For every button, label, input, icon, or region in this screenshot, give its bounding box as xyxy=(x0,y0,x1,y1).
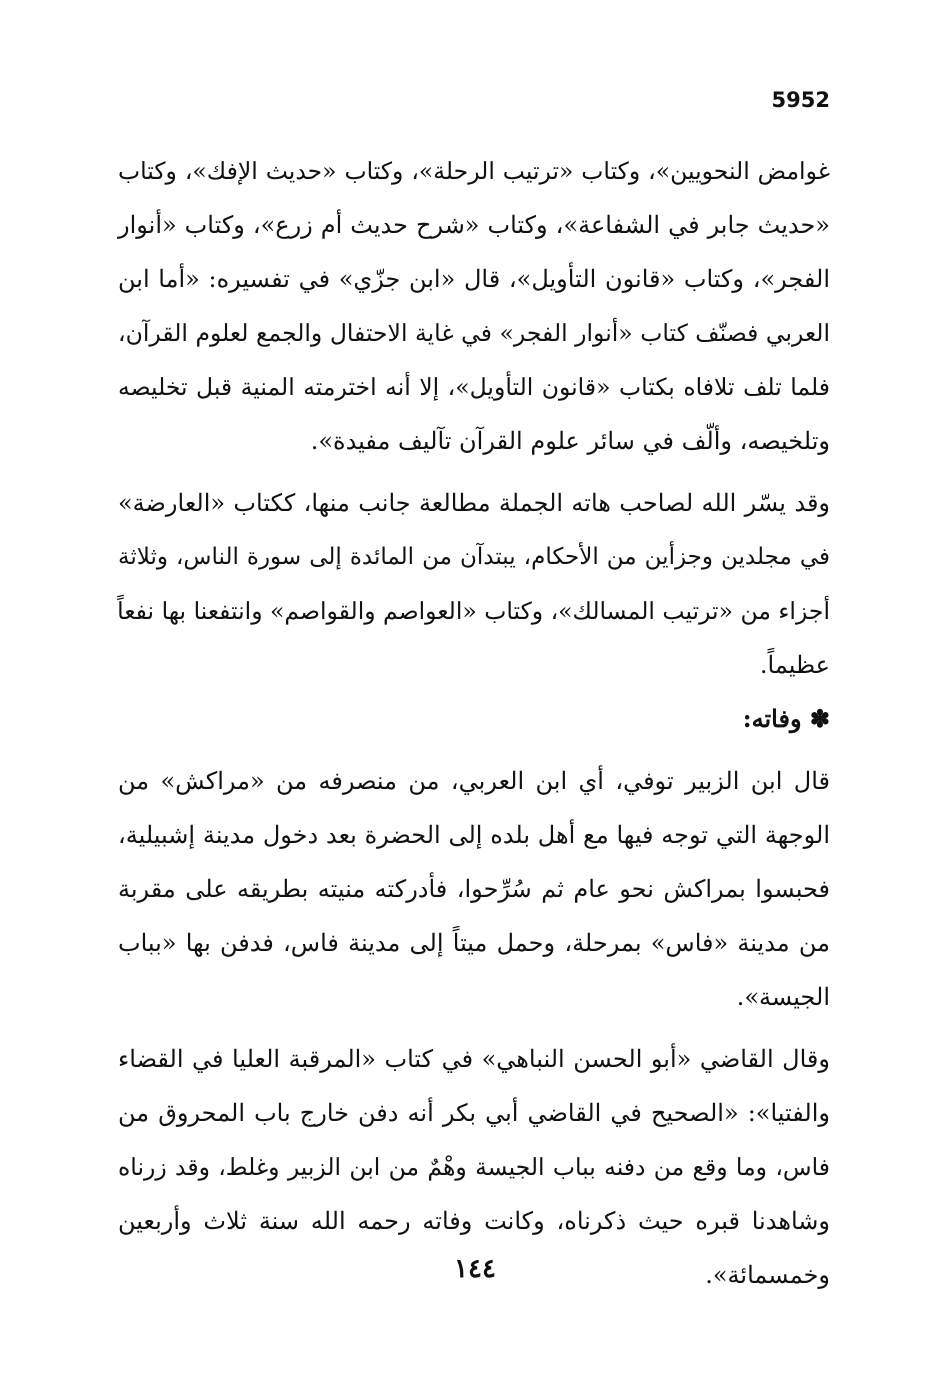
text-line: الفجر»، وكتاب «قانون التأويل»، قال «ابن جزّي» في تفسيره: «أما ابن xyxy=(118,265,830,293)
paragraph xyxy=(118,144,830,468)
text-line: وقد يسّر الله لصاحب هاته الجملة مطالعة جانب منها، ككتاب «العارضة» xyxy=(118,489,830,517)
text-line: وخمسمائة». xyxy=(705,1261,830,1289)
text-line: فحبسوا بمراكش نحو عام ثم سُرِّحوا، فأدركته منيته بطريقه على مقربة xyxy=(118,875,830,903)
text-line: الجيسة». xyxy=(736,983,830,1011)
text-line: غوامض النحويين»، وكتاب «ترتيب الرحلة»، وكتاب «حديث الإفك»، وكتاب xyxy=(118,157,830,185)
text-line: «حديث جابر في الشفاعة»، وكتاب «شرح حديث أم زرع»، وكتاب «أنوار xyxy=(118,211,830,239)
paragraph xyxy=(118,754,830,1024)
text-line: وشاهدنا قبره حيث ذكرناه، وكانت وفاته رحمه الله سنة ثلاث وأربعين xyxy=(118,1207,830,1235)
page-number: ١٤٤ xyxy=(454,1254,496,1284)
text-line: عظيماً. xyxy=(759,651,830,679)
text-line: فلما تلف تلافاه بكتاب «قانون التأويل»، إلا أنه اخترمته المنية قبل تخليصه xyxy=(118,373,830,401)
text-line: العربي فصنّف كتاب «أنوار الفجر» في غاية الاحتفال والجمع لعلوم القرآن، xyxy=(118,319,830,347)
page-id: 5952 xyxy=(771,88,830,112)
section-heading: ✽ وفاته: xyxy=(742,704,830,733)
text-line: في مجلدين وجزأين من الأحكام، يبتدآن من المائدة إلى سورة الناس، وثلاثة xyxy=(118,544,830,570)
text-line: وقال القاضي «أبو الحسن النباهي» في كتاب «المرقبة العليا في القضاء xyxy=(118,1045,830,1073)
text-line: وتلخيصه، وألّف في سائر علوم القرآن تآليف مفيدة». xyxy=(310,427,830,455)
text-line: والفتيا»: «الصحيح في القاضي أبي بكر أنه دفن خارج باب المحروق من xyxy=(118,1099,830,1127)
paragraph xyxy=(118,476,830,692)
text-line: الوجهة التي توجه فيها مع أهل بلده إلى الحضرة بعد دخول مدينة إشبيلية، xyxy=(118,821,830,849)
text-line: قال ابن الزبير توفي، أي ابن العربي، من منصرفه من «مراكش» من xyxy=(118,767,830,795)
page-body xyxy=(118,144,830,1302)
text-line: فاس، وما وقع من دفنه بباب الجيسة وهْمٌ من ابن الزبير وغلط، وقد زرناه xyxy=(118,1153,830,1181)
text-line: من مدينة «فاس» بمرحلة، وحمل ميتاً إلى مدينة فاس، فدفن بها «بباب xyxy=(118,929,830,957)
text-line: أجزاء من «ترتيب المسالك»، وكتاب «العواصم والقواصم» وانتفعنا بها نفعاً xyxy=(117,597,830,625)
